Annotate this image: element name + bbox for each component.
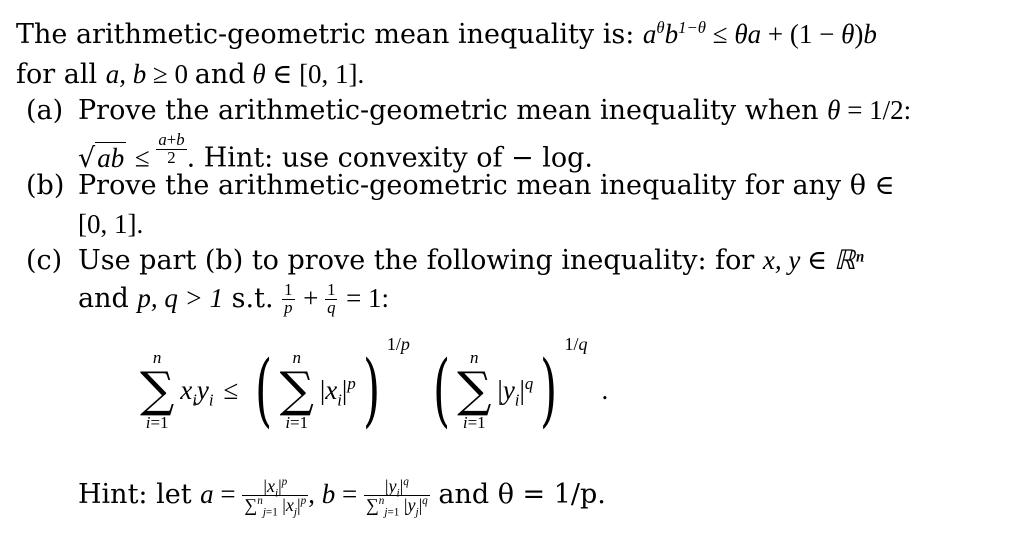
part-a-condition: θ = 1/2:: [827, 95, 912, 125]
hint-text: Hint: let: [78, 479, 201, 510]
part-c-text-3: s.t.: [223, 283, 283, 314]
intro-text-2: for all: [16, 59, 106, 90]
part-b-line-2: [78, 208, 143, 241]
intro-text: The arithmetic-geometric mean inequality is:: [16, 19, 643, 50]
part-a-label: (a): [26, 95, 64, 126]
part-c-label: (c): [26, 245, 63, 276]
fraction-b-definition: $\frac{|y_i|^q}{\sum^n_{j=1} |y_j|^q}$: [365, 476, 428, 519]
fraction-a-plus-b-over-2: $\frac{a+b}{2}$: [158, 130, 185, 167]
part-c-condition-1: x, y ∈ ℝⁿ: [762, 245, 864, 275]
fraction-a-definition: $\frac{|x_i|^p}{\sum^n_{j=1} |x_j|^p}$: [244, 476, 307, 519]
fraction-1-over-p: $\frac{1}{p}$: [284, 280, 293, 317]
part-a-hint: . Hint: use convexity of − log.: [186, 142, 594, 174]
part-c-text-2: and: [78, 283, 138, 314]
part-b-line-1: [26, 170, 895, 202]
holder-inequality: n ∑ i=1 $x_iy_i$ ≤ ( n ∑ i=1 $|x_i|^p$ ) 1/p ( n ∑ i=1 $|y_i|^q$ ) 1/q .: [140, 334, 609, 436]
part-b-text: Prove the arithmetic-geometric mean inequality for any θ ∈: [78, 170, 895, 201]
part-c-line-2: and p, q > 1 s.t. $\frac{1}{p}$ + $\frac{1}{q}$ = 1:: [78, 280, 390, 317]
intro-line-2: [16, 58, 364, 91]
fraction-1-over-q: $\frac{1}{q}$: [327, 280, 336, 317]
part-c-text: Use part (b) to prove the following inequality: for: [78, 245, 763, 276]
sum-operator-left: n ∑ i=1: [140, 348, 175, 432]
sum-operator-y: n ∑ i=1: [457, 348, 492, 432]
hint-text-2: and θ = 1/p.: [438, 479, 606, 510]
part-a-line-2: √ab ≤ $\frac{a+b}{2}$ . Hint: use convexity of − log.: [78, 130, 594, 174]
part-a-line-1: [26, 94, 911, 127]
sqrt-ab: √ab: [78, 142, 125, 174]
intro-condition: a, b ≥ 0 and θ ∈ [0, 1].: [105, 59, 365, 90]
intro-line-1: [16, 18, 877, 51]
part-b-label: (b): [26, 170, 65, 201]
part-a-text: Prove the arithmetic-geometric mean inequality when: [78, 95, 828, 126]
part-b-interval: [0, 1].: [78, 209, 144, 239]
part-c-condition-2: p, q > 1: [137, 283, 224, 313]
sum-operator-x: n ∑ i=1: [279, 348, 314, 432]
part-c-line-1: [26, 244, 864, 277]
part-c-hint: Hint: let a = $\frac{|x_i|^p}{\sum^n_{j=1} |x_j|^p}$ , b = $\frac{|y_i|^q}{\sum^n_{j=1} |y_j|^q}$ and θ = 1/p.: [78, 476, 606, 519]
amgm-formula: $a^\theta b^{1-\theta} \le \theta a + (1 - \theta)b$: [642, 18, 877, 49]
